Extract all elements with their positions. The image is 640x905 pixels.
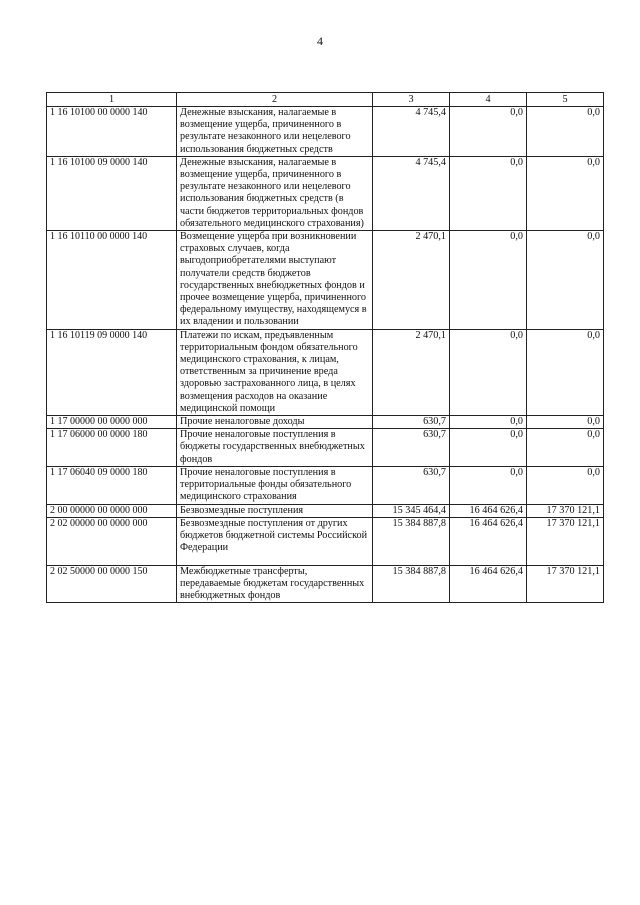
row-value-col-4: 0,0 [450,329,527,415]
row-code: 1 16 10119 09 0000 140 [47,329,177,415]
row-value-col-4: 0,0 [450,107,527,157]
row-code: 1 17 06000 00 0000 180 [47,429,177,467]
row-code: 2 00 00000 00 0000 000 [47,504,177,517]
row-name: Прочие неналоговые поступления в бюджеты государственных внебюджетных фондов [177,429,373,467]
table-header-row [47,93,604,107]
row-value-col-5: 0,0 [527,329,604,415]
header-col-1: 1 [47,93,177,107]
row-value-col-3: 4 745,4 [373,107,450,157]
row-code: 1 17 00000 00 0000 000 [47,416,177,429]
table-row [47,504,604,517]
table-row [47,565,604,603]
row-value-col-4: 16 464 626,4 [450,565,527,603]
row-value-col-3: 630,7 [373,466,450,504]
row-value-col-4: 0,0 [450,416,527,429]
row-value-col-5: 0,0 [527,466,604,504]
row-name: Возмещение ущерба при возникновении страховых случаев, когда выгодоприобретателями выступают получатели средств бюджетов государственных внебюджетных фондов и прочее возмещение ущерба, причиненного федеральному имуществу, находящемуся в их владении и пользовании [177,231,373,330]
row-value-col-5: 17 370 121,1 [527,504,604,517]
table-row [47,107,604,157]
row-value-col-4: 0,0 [450,231,527,330]
row-value-col-3: 2 470,1 [373,231,450,330]
row-code: 2 02 50000 00 0000 150 [47,565,177,603]
table-row [47,231,604,330]
row-value-col-3: 4 745,4 [373,156,450,230]
table-row [47,416,604,429]
budget-table [46,92,604,603]
table-row [47,466,604,504]
row-name: Денежные взыскания, налагаемые в возмещение ущерба, причиненного в результате незаконного или нецелевого использования бюджетных средств [177,107,373,157]
table-row [47,329,604,415]
row-value-col-3: 15 384 887,8 [373,517,450,565]
row-code: 1 16 10100 00 0000 140 [47,107,177,157]
row-value-col-5: 0,0 [527,429,604,467]
header-col-2: 2 [177,93,373,107]
row-name: Прочие неналоговые поступления в территориальные фонды обязательного медицинского страхования [177,466,373,504]
row-value-col-4: 16 464 626,4 [450,517,527,565]
table-row [47,429,604,467]
row-code: 1 16 10110 00 0000 140 [47,231,177,330]
header-col-3: 3 [373,93,450,107]
table-row [47,156,604,230]
row-value-col-3: 15 384 887,8 [373,565,450,603]
row-value-col-4: 0,0 [450,466,527,504]
row-value-col-5: 0,0 [527,416,604,429]
row-value-col-5: 0,0 [527,156,604,230]
row-name: Безвозмездные поступления [177,504,373,517]
row-value-col-3: 2 470,1 [373,329,450,415]
row-name: Прочие неналоговые доходы [177,416,373,429]
row-value-col-5: 17 370 121,1 [527,565,604,603]
row-value-col-4: 16 464 626,4 [450,504,527,517]
row-name: Платежи по искам, предъявленным территориальным фондом обязательного медицинского страхования, к лицам, ответственным за причинение вреда здоровью застрахованного лица, в целях возмещения расходов на оказание медицинской помощи [177,329,373,415]
table-row [47,517,604,565]
row-code: 1 17 06040 09 0000 180 [47,466,177,504]
row-code: 2 02 00000 00 0000 000 [47,517,177,565]
row-name: Межбюджетные трансферты, передаваемые бюджетам государственных внебюджетных фондов [177,565,373,603]
row-name: Безвозмездные поступления от других бюджетов бюджетной системы Российской Федерации [177,517,373,565]
row-value-col-5: 0,0 [527,231,604,330]
header-col-5: 5 [527,93,604,107]
header-col-4: 4 [450,93,527,107]
row-value-col-4: 0,0 [450,429,527,467]
row-code: 1 16 10100 09 0000 140 [47,156,177,230]
row-value-col-4: 0,0 [450,156,527,230]
row-value-col-5: 17 370 121,1 [527,517,604,565]
row-value-col-3: 630,7 [373,416,450,429]
page-number: 4 [317,34,323,48]
row-name: Денежные взыскания, налагаемые в возмещение ущерба, причиненного в результате незаконного или нецелевого использования бюджетных средств (в части бюджетов территориальных фондов обязательного медицинского страхования) [177,156,373,230]
row-value-col-3: 630,7 [373,429,450,467]
row-value-col-5: 0,0 [527,107,604,157]
row-value-col-3: 15 345 464,4 [373,504,450,517]
